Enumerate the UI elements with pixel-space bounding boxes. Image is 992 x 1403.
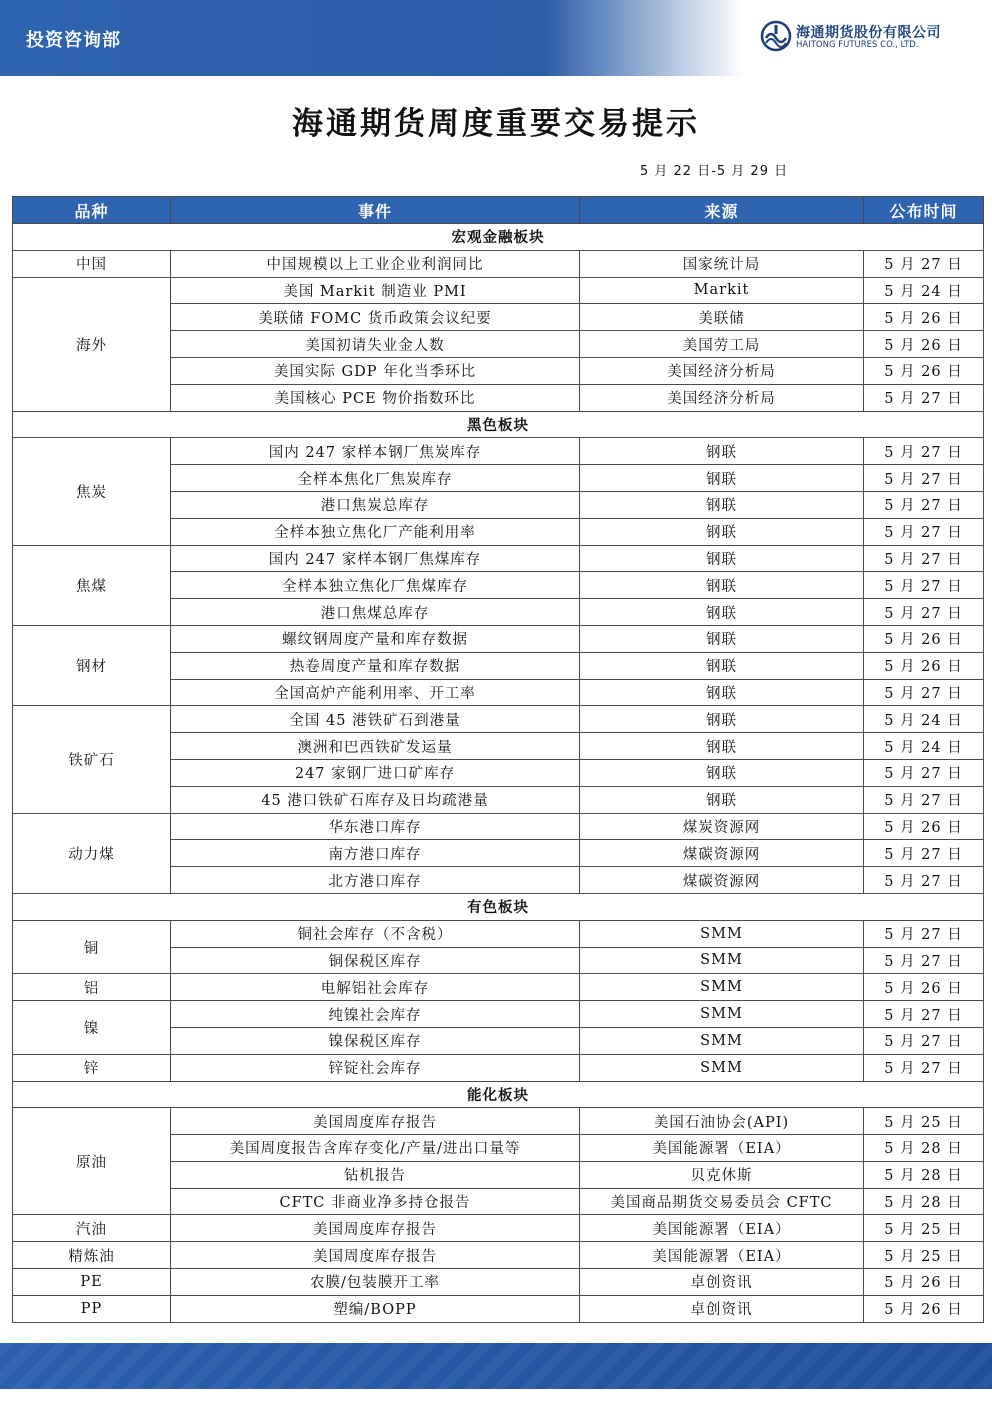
section-row: [13, 411, 984, 438]
date-cell: 5 月 27 日: [864, 759, 984, 786]
source-cell: 钢联: [580, 759, 864, 786]
date-cell: 5 月 28 日: [864, 1188, 984, 1215]
table-row: [13, 813, 984, 840]
date-cell: 5 月 26 日: [864, 813, 984, 840]
event-cell: 塑编/BOPP: [171, 1295, 580, 1322]
event-cell: 美国周度库存报告: [171, 1108, 580, 1135]
department-label: 投资咨询部: [26, 30, 121, 51]
date-cell: 5 月 26 日: [864, 357, 984, 384]
source-cell: 钢联: [580, 652, 864, 679]
table-row: [13, 706, 984, 733]
source-cell: 国家统计局: [580, 250, 864, 277]
event-cell: 全国 45 港铁矿石到港量: [171, 706, 580, 733]
date-cell: 5 月 28 日: [864, 1161, 984, 1188]
event-cell: 镍保税区库存: [171, 1027, 580, 1054]
table-row: [13, 1054, 984, 1081]
event-cell: 螺纹钢周度产量和库存数据: [171, 625, 580, 652]
source-cell: 钢联: [580, 599, 864, 626]
table-row: [13, 1108, 984, 1135]
event-cell: 美国周度库存报告: [171, 1215, 580, 1242]
date-cell: 5 月 27 日: [864, 518, 984, 545]
source-cell: 钢联: [580, 706, 864, 733]
table-header-row: [13, 197, 984, 224]
source-cell: 钢联: [580, 545, 864, 572]
source-cell: 煤碳资源网: [580, 867, 864, 894]
company-name-cn: 海通期货股份有限公司: [796, 25, 941, 41]
source-cell: SMM: [580, 947, 864, 974]
section-title: 能化板块: [13, 1081, 984, 1108]
event-cell: 全样本焦化厂焦炭库存: [171, 465, 580, 492]
date-cell: 5 月 27 日: [864, 1001, 984, 1028]
event-cell: 港口焦煤总库存: [171, 599, 580, 626]
event-cell: 锌锭社会库存: [171, 1054, 580, 1081]
source-cell: SMM: [580, 920, 864, 947]
source-cell: SMM: [580, 1001, 864, 1028]
variety-cell: 焦炭: [13, 438, 171, 545]
variety-cell: 焦煤: [13, 545, 171, 625]
date-cell: 5 月 27 日: [864, 840, 984, 867]
event-cell: 美国周度库存报告: [171, 1242, 580, 1269]
date-cell: 5 月 27 日: [864, 384, 984, 411]
date-cell: 5 月 24 日: [864, 277, 984, 304]
date-cell: 5 月 26 日: [864, 1295, 984, 1322]
table-row: [13, 277, 984, 304]
table-row: [13, 1269, 984, 1296]
event-cell: 美国实际 GDP 年化当季环比: [171, 357, 580, 384]
date-cell: 5 月 27 日: [864, 465, 984, 492]
date-cell: 5 月 25 日: [864, 1242, 984, 1269]
date-cell: 5 月 26 日: [864, 304, 984, 331]
event-cell: 全样本独立焦化厂产能利用率: [171, 518, 580, 545]
date-cell: 5 月 26 日: [864, 652, 984, 679]
event-cell: 美国核心 PCE 物价指数环比: [171, 384, 580, 411]
table-row: [13, 625, 984, 652]
source-cell: SMM: [580, 1054, 864, 1081]
event-cell: 247 家钢厂进口矿库存: [171, 759, 580, 786]
date-cell: 5 月 27 日: [864, 491, 984, 518]
section-row: [13, 1081, 984, 1108]
event-cell: 电解铝社会库存: [171, 974, 580, 1001]
variety-cell: 铜: [13, 920, 171, 974]
source-cell: 钢联: [580, 518, 864, 545]
source-cell: 美国石油协会(API): [580, 1108, 864, 1135]
company-name-en: HAITONG FUTURES CO., LTD.: [796, 40, 919, 50]
column-header-date: 公布时间: [864, 197, 984, 224]
trading-calendar-table: [12, 196, 984, 1323]
source-cell: 卓创资讯: [580, 1295, 864, 1322]
date-cell: 5 月 27 日: [864, 1027, 984, 1054]
source-cell: 卓创资讯: [580, 1269, 864, 1296]
source-cell: SMM: [580, 974, 864, 1001]
table-row: [13, 974, 984, 1001]
source-cell: 钢联: [580, 465, 864, 492]
source-cell: Markit: [580, 277, 864, 304]
variety-cell: 中国: [13, 250, 171, 277]
variety-cell: 汽油: [13, 1215, 171, 1242]
source-cell: 钢联: [580, 625, 864, 652]
source-cell: SMM: [580, 1027, 864, 1054]
section-row: [13, 893, 984, 920]
date-cell: 5 月 26 日: [864, 1269, 984, 1296]
column-header-event: 事件: [171, 197, 580, 224]
table-row: [13, 1215, 984, 1242]
event-cell: 南方港口库存: [171, 840, 580, 867]
source-cell: 煤炭资源网: [580, 813, 864, 840]
date-cell: 5 月 27 日: [864, 599, 984, 626]
event-cell: 全国高炉产能利用率、开工率: [171, 679, 580, 706]
variety-cell: PE: [13, 1269, 171, 1296]
company-logo: [760, 20, 960, 56]
variety-cell: 锌: [13, 1054, 171, 1081]
event-cell: 铜保税区库存: [171, 947, 580, 974]
source-cell: 美国劳工局: [580, 331, 864, 358]
source-cell: 钢联: [580, 491, 864, 518]
event-cell: 华东港口库存: [171, 813, 580, 840]
column-header-source: 来源: [580, 197, 864, 224]
event-cell: 美国周度报告含库存变化/产量/进出口量等: [171, 1135, 580, 1162]
table-row: [13, 1242, 984, 1269]
event-cell: 全样本独立焦化厂焦煤库存: [171, 572, 580, 599]
variety-cell: 镍: [13, 1001, 171, 1055]
date-cell: 5 月 27 日: [864, 947, 984, 974]
date-cell: 5 月 24 日: [864, 733, 984, 760]
variety-cell: 动力煤: [13, 813, 171, 893]
footer-bar: [0, 1343, 992, 1389]
date-cell: 5 月 27 日: [864, 250, 984, 277]
date-cell: 5 月 26 日: [864, 625, 984, 652]
column-header-variety: 品种: [13, 197, 171, 224]
date-cell: 5 月 27 日: [864, 867, 984, 894]
event-cell: 港口焦炭总库存: [171, 491, 580, 518]
table-row: [13, 545, 984, 572]
date-cell: 5 月 27 日: [864, 679, 984, 706]
date-cell: 5 月 26 日: [864, 974, 984, 1001]
date-cell: 5 月 25 日: [864, 1215, 984, 1242]
company-logo-icon: [760, 20, 792, 52]
source-cell: 贝克休斯: [580, 1161, 864, 1188]
variety-cell: 精炼油: [13, 1242, 171, 1269]
date-cell: 5 月 27 日: [864, 920, 984, 947]
variety-cell: 海外: [13, 277, 171, 411]
event-cell: 热卷周度产量和库存数据: [171, 652, 580, 679]
source-cell: 美国能源署（EIA）: [580, 1135, 864, 1162]
source-cell: 美国商品期货交易委员会 CFTC: [580, 1188, 864, 1215]
event-cell: 美国 Markit 制造业 PMI: [171, 277, 580, 304]
source-cell: 钢联: [580, 733, 864, 760]
date-cell: 5 月 26 日: [864, 331, 984, 358]
event-cell: 澳洲和巴西铁矿发运量: [171, 733, 580, 760]
table-row: [13, 1295, 984, 1322]
date-range: 5 月 22 日-5 月 29 日: [640, 164, 789, 179]
event-cell: 中国规模以上工业企业利润同比: [171, 250, 580, 277]
date-cell: 5 月 27 日: [864, 1054, 984, 1081]
source-cell: 钢联: [580, 438, 864, 465]
event-cell: 45 港口铁矿石库存及日均疏港量: [171, 786, 580, 813]
table-body: [13, 224, 984, 1323]
source-cell: 钢联: [580, 786, 864, 813]
page-title: 海通期货周度重要交易提示: [292, 106, 700, 142]
event-cell: CFTC 非商业净多持仓报告: [171, 1188, 580, 1215]
date-cell: 5 月 24 日: [864, 706, 984, 733]
source-cell: 美国能源署（EIA）: [580, 1242, 864, 1269]
event-cell: 美国初请失业金人数: [171, 331, 580, 358]
variety-cell: 原油: [13, 1108, 171, 1215]
event-cell: 北方港口库存: [171, 867, 580, 894]
event-cell: 国内 247 家样本钢厂焦煤库存: [171, 545, 580, 572]
event-cell: 纯镍社会库存: [171, 1001, 580, 1028]
source-cell: 美国能源署（EIA）: [580, 1215, 864, 1242]
event-cell: 铜社会库存（不含税）: [171, 920, 580, 947]
source-cell: 美国经济分析局: [580, 384, 864, 411]
table-row: [13, 250, 984, 277]
section-row: [13, 224, 984, 251]
variety-cell: 铝: [13, 974, 171, 1001]
date-cell: 5 月 27 日: [864, 786, 984, 813]
table-row: [13, 1001, 984, 1028]
section-title: 宏观金融板块: [13, 224, 984, 251]
date-cell: 5 月 25 日: [864, 1108, 984, 1135]
source-cell: 美国经济分析局: [580, 357, 864, 384]
date-cell: 5 月 27 日: [864, 572, 984, 599]
date-cell: 5 月 27 日: [864, 545, 984, 572]
variety-cell: PP: [13, 1295, 171, 1322]
source-cell: 美联储: [580, 304, 864, 331]
section-title: 黑色板块: [13, 411, 984, 438]
variety-cell: 铁矿石: [13, 706, 171, 813]
event-cell: 钻机报告: [171, 1161, 580, 1188]
source-cell: 钢联: [580, 572, 864, 599]
source-cell: 煤碳资源网: [580, 840, 864, 867]
date-cell: 5 月 28 日: [864, 1135, 984, 1162]
table-row: [13, 438, 984, 465]
variety-cell: 钢材: [13, 625, 171, 705]
date-cell: 5 月 27 日: [864, 438, 984, 465]
table-row: [13, 920, 984, 947]
event-cell: 国内 247 家样本钢厂焦炭库存: [171, 438, 580, 465]
event-cell: 农膜/包装膜开工率: [171, 1269, 580, 1296]
source-cell: 钢联: [580, 679, 864, 706]
event-cell: 美联储 FOMC 货币政策会议纪要: [171, 304, 580, 331]
section-title: 有色板块: [13, 893, 984, 920]
